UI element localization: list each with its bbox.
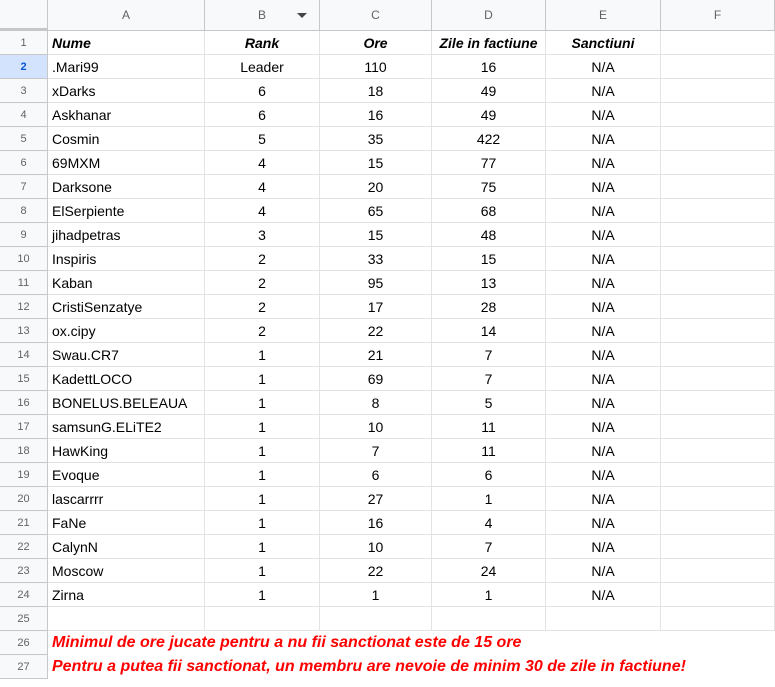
cell-nume[interactable]: Cosmin <box>48 127 205 151</box>
cell-zile[interactable]: 422 <box>432 127 546 151</box>
cell-empty[interactable] <box>661 559 775 583</box>
table-row <box>0 247 775 271</box>
cell-ore[interactable]: 8 <box>320 391 432 415</box>
cell-nume[interactable]: KadettLOCO <box>48 367 205 391</box>
cell-sanctiuni[interactable]: N/A <box>546 103 661 127</box>
row-number[interactable]: 16 <box>0 391 48 415</box>
cell-zile[interactable]: 24 <box>432 559 546 583</box>
cell-zile[interactable]: 11 <box>432 415 546 439</box>
cell-empty[interactable] <box>48 607 205 631</box>
row-number[interactable]: 6 <box>0 151 48 175</box>
cell-ore[interactable]: 22 <box>320 319 432 343</box>
cell-empty[interactable] <box>661 79 775 103</box>
cell-rank[interactable]: 1 <box>205 487 320 511</box>
cell-zile[interactable]: 49 <box>432 103 546 127</box>
cell-empty[interactable] <box>661 199 775 223</box>
column-header-c[interactable] <box>320 0 432 31</box>
row-number[interactable]: 21 <box>0 511 48 535</box>
cell-ore[interactable]: 27 <box>320 487 432 511</box>
cell-rank[interactable]: 1 <box>205 463 320 487</box>
table-row <box>0 295 775 319</box>
cell-nume[interactable]: BONELUS.BELEAUA <box>48 391 205 415</box>
cell-ore[interactable]: 35 <box>320 127 432 151</box>
table-header-row <box>0 31 775 55</box>
row-number[interactable]: 5 <box>0 127 48 151</box>
cell-sanctiuni[interactable]: N/A <box>546 487 661 511</box>
cell-empty[interactable] <box>661 343 775 367</box>
cell-rank[interactable]: 1 <box>205 583 320 607</box>
cell-nume[interactable]: ElSerpiente <box>48 199 205 223</box>
cell-ore[interactable]: 6 <box>320 463 432 487</box>
cell-ore[interactable]: 18 <box>320 79 432 103</box>
cell-ore[interactable]: 1 <box>320 583 432 607</box>
cell-empty[interactable] <box>661 583 775 607</box>
cell-sanctiuni[interactable]: N/A <box>546 343 661 367</box>
table-row <box>0 391 775 415</box>
cell-rank[interactable]: 1 <box>205 343 320 367</box>
table-row <box>0 583 775 607</box>
header-rank[interactable]: Rank <box>205 31 320 55</box>
cell-ore[interactable]: 16 <box>320 511 432 535</box>
cell-empty[interactable] <box>432 607 546 631</box>
cell-ore[interactable]: 15 <box>320 151 432 175</box>
row-number[interactable]: 13 <box>0 319 48 343</box>
header-nume[interactable]: Nume <box>48 31 205 55</box>
cell-empty[interactable] <box>661 367 775 391</box>
table-row <box>0 343 775 367</box>
cell-empty[interactable] <box>661 511 775 535</box>
cell-nume[interactable]: Evoque <box>48 463 205 487</box>
column-header-e[interactable] <box>546 0 661 31</box>
cell-empty[interactable] <box>661 151 775 175</box>
cell-empty[interactable] <box>661 55 775 79</box>
column-letter: A <box>121 8 130 22</box>
cell-nume[interactable]: Darksone <box>48 175 205 199</box>
cell-ore[interactable]: 33 <box>320 247 432 271</box>
table-row <box>0 439 775 463</box>
cell-nume[interactable]: CristiSenzatye <box>48 295 205 319</box>
row-number[interactable]: 23 <box>0 559 48 583</box>
cell-nume[interactable]: 69MXM <box>48 151 205 175</box>
row-number[interactable]: 22 <box>0 535 48 559</box>
cell-zile[interactable]: 28 <box>432 295 546 319</box>
header-sanctiuni[interactable]: Sanctiuni <box>546 31 661 55</box>
cell-sanctiuni[interactable]: N/A <box>546 319 661 343</box>
cell-empty[interactable] <box>661 223 775 247</box>
cell-rank[interactable]: 2 <box>205 319 320 343</box>
cell-rank[interactable]: 4 <box>205 199 320 223</box>
cell-zile[interactable]: 75 <box>432 175 546 199</box>
cell-ore[interactable]: 20 <box>320 175 432 199</box>
cell-rank[interactable]: 1 <box>205 391 320 415</box>
cell-nume[interactable]: Inspiris <box>48 247 205 271</box>
cell-rank[interactable]: 6 <box>205 79 320 103</box>
row-number[interactable]: 8 <box>0 199 48 223</box>
cell-zile[interactable]: 6 <box>432 463 546 487</box>
cell-rank[interactable]: 4 <box>205 151 320 175</box>
cell-sanctiuni[interactable]: N/A <box>546 535 661 559</box>
cell-sanctiuni[interactable]: N/A <box>546 151 661 175</box>
cell-zile[interactable]: 49 <box>432 79 546 103</box>
cell-nume[interactable]: jihadpetras <box>48 223 205 247</box>
table-row <box>0 319 775 343</box>
cell-zile[interactable]: 1 <box>432 583 546 607</box>
cell-sanctiuni[interactable]: N/A <box>546 463 661 487</box>
cell-rank[interactable]: 2 <box>205 295 320 319</box>
cell-sanctiuni[interactable]: N/A <box>546 55 661 79</box>
cell-nume[interactable]: Zirna <box>48 583 205 607</box>
cell-empty[interactable] <box>661 247 775 271</box>
cell-zile[interactable]: 68 <box>432 199 546 223</box>
cell-empty[interactable] <box>661 487 775 511</box>
row-number[interactable]: 3 <box>0 79 48 103</box>
cell-ore[interactable]: 17 <box>320 295 432 319</box>
cell-empty[interactable] <box>661 391 775 415</box>
cell-sanctiuni[interactable]: N/A <box>546 415 661 439</box>
cell-sanctiuni[interactable]: N/A <box>546 79 661 103</box>
column-header-b[interactable] <box>205 0 320 31</box>
table-row <box>0 175 775 199</box>
column-letter: C <box>371 8 380 22</box>
cell-sanctiuni[interactable]: N/A <box>546 127 661 151</box>
cell-rank[interactable]: Leader <box>205 55 320 79</box>
cell-ore[interactable]: 110 <box>320 55 432 79</box>
row-number[interactable]: 20 <box>0 487 48 511</box>
cell-ore[interactable]: 10 <box>320 535 432 559</box>
cell-nume[interactable]: HawKing <box>48 439 205 463</box>
cell-rank[interactable]: 1 <box>205 439 320 463</box>
table-row <box>0 199 775 223</box>
table-row <box>0 79 775 103</box>
column-letter: E <box>598 8 607 22</box>
row-number[interactable]: 17 <box>0 415 48 439</box>
note-min-hours[interactable]: Minimul de ore jucate pentru a nu fii sanctionat este de 15 ore <box>52 634 522 651</box>
cell-empty[interactable] <box>661 319 775 343</box>
column-letter: F <box>713 8 722 22</box>
cell-nume[interactable]: ox.cipy <box>48 319 205 343</box>
cell-empty[interactable] <box>661 535 775 559</box>
cell-zile[interactable]: 5 <box>432 391 546 415</box>
cell-zile[interactable]: 48 <box>432 223 546 247</box>
cell-zile[interactable]: 14 <box>432 319 546 343</box>
row-number[interactable]: 27 <box>0 655 48 679</box>
cell-nume[interactable]: FaNe <box>48 511 205 535</box>
table-row <box>0 415 775 439</box>
row-number[interactable]: 15 <box>0 367 48 391</box>
cell-sanctiuni[interactable]: N/A <box>546 223 661 247</box>
cell-empty[interactable] <box>661 271 775 295</box>
note-row <box>0 655 775 679</box>
cell-ore[interactable]: 21 <box>320 343 432 367</box>
table-row <box>0 103 775 127</box>
cell-zile[interactable]: 11 <box>432 439 546 463</box>
cell-zile[interactable]: 15 <box>432 247 546 271</box>
row-number[interactable]: 4 <box>0 103 48 127</box>
cell-nume[interactable]: .Mari99 <box>48 55 205 79</box>
cell-rank[interactable]: 5 <box>205 127 320 151</box>
cell-empty[interactable] <box>661 607 775 631</box>
cell-rank[interactable]: 1 <box>205 559 320 583</box>
cell-rank[interactable]: 1 <box>205 535 320 559</box>
header-zile[interactable]: Zile in factiune <box>432 31 546 55</box>
table-row <box>0 535 775 559</box>
cell-rank[interactable]: 6 <box>205 103 320 127</box>
table-row <box>0 463 775 487</box>
cell-ore[interactable]: 65 <box>320 199 432 223</box>
cell-sanctiuni[interactable]: N/A <box>546 391 661 415</box>
cell-rank[interactable]: 1 <box>205 367 320 391</box>
cell-sanctiuni[interactable]: N/A <box>546 439 661 463</box>
note-row <box>0 631 775 655</box>
cell-ore[interactable]: 69 <box>320 367 432 391</box>
column-letter: B <box>257 8 266 22</box>
cell-sanctiuni[interactable]: N/A <box>546 247 661 271</box>
table-row <box>0 487 775 511</box>
cell-ore[interactable]: 16 <box>320 103 432 127</box>
cell-nume[interactable]: Kaban <box>48 271 205 295</box>
cell-ore[interactable]: 10 <box>320 415 432 439</box>
cell-zile[interactable]: 7 <box>432 535 546 559</box>
cell-rank[interactable]: 2 <box>205 271 320 295</box>
cell-empty[interactable] <box>661 175 775 199</box>
cell-zile[interactable]: 16 <box>432 55 546 79</box>
cell-zile[interactable]: 77 <box>432 151 546 175</box>
row-number[interactable]: 26 <box>0 631 48 655</box>
cell-nume[interactable]: Askhanar <box>48 103 205 127</box>
table-row <box>0 127 775 151</box>
cell-nume[interactable]: xDarks <box>48 79 205 103</box>
cell-nume[interactable]: Moscow <box>48 559 205 583</box>
column-letter: D <box>484 8 493 22</box>
cell-empty[interactable] <box>205 607 320 631</box>
cell-zile[interactable]: 4 <box>432 511 546 535</box>
cell-sanctiuni[interactable]: N/A <box>546 295 661 319</box>
cell-sanctiuni[interactable]: N/A <box>546 511 661 535</box>
cell-sanctiuni[interactable]: N/A <box>546 175 661 199</box>
table-row <box>0 55 775 79</box>
row-number[interactable]: 24 <box>0 583 48 607</box>
table-row <box>0 151 775 175</box>
cell-ore[interactable]: 7 <box>320 439 432 463</box>
row-number[interactable]: 19 <box>0 463 48 487</box>
table-row <box>0 367 775 391</box>
cell-empty[interactable] <box>320 607 432 631</box>
row-number[interactable]: 11 <box>0 271 48 295</box>
table-row <box>0 559 775 583</box>
table-row <box>0 223 775 247</box>
row-number[interactable]: 10 <box>0 247 48 271</box>
cell-nume[interactable]: CalynN <box>48 535 205 559</box>
column-header-a[interactable] <box>48 0 205 31</box>
cell-rank[interactable]: 1 <box>205 511 320 535</box>
row-number[interactable]: 7 <box>0 175 48 199</box>
header-ore[interactable]: Ore <box>320 31 432 55</box>
cell-sanctiuni[interactable]: N/A <box>546 559 661 583</box>
select-all-corner[interactable] <box>0 0 48 31</box>
cell-sanctiuni[interactable]: N/A <box>546 271 661 295</box>
cell-rank[interactable]: 2 <box>205 247 320 271</box>
cell-zile[interactable]: 13 <box>432 271 546 295</box>
cell-rank[interactable]: 3 <box>205 223 320 247</box>
cell-empty[interactable] <box>661 31 775 55</box>
row-number[interactable]: 2 <box>0 55 48 79</box>
cell-empty[interactable] <box>546 607 661 631</box>
cell-ore[interactable]: 95 <box>320 271 432 295</box>
note-min-days[interactable]: Pentru a putea fii sanctionat, un membru are nevoie de minim 30 de zile in factiune! <box>52 658 686 675</box>
cell-rank[interactable]: 4 <box>205 175 320 199</box>
cell-empty[interactable] <box>661 103 775 127</box>
row-number[interactable]: 18 <box>0 439 48 463</box>
cell-nume[interactable]: Swau.CR7 <box>48 343 205 367</box>
column-header-f[interactable] <box>661 0 775 31</box>
cell-sanctiuni[interactable]: N/A <box>546 199 661 223</box>
cell-sanctiuni[interactable]: N/A <box>546 367 661 391</box>
cell-ore[interactable]: 15 <box>320 223 432 247</box>
cell-ore[interactable]: 22 <box>320 559 432 583</box>
cell-nume[interactable]: lascarrrr <box>48 487 205 511</box>
table-row <box>0 271 775 295</box>
cell-zile[interactable]: 1 <box>432 487 546 511</box>
filter-dropdown-icon[interactable] <box>297 13 307 18</box>
cell-zile[interactable]: 7 <box>432 343 546 367</box>
cell-nume[interactable]: samsunG.ELiTE2 <box>48 415 205 439</box>
cell-empty[interactable] <box>661 463 775 487</box>
row-number[interactable]: 9 <box>0 223 48 247</box>
row-number[interactable]: 1 <box>0 31 48 55</box>
cell-sanctiuni[interactable]: N/A <box>546 583 661 607</box>
cell-empty[interactable] <box>661 415 775 439</box>
column-header-d[interactable] <box>432 0 546 31</box>
cell-rank[interactable]: 1 <box>205 415 320 439</box>
cell-empty[interactable] <box>661 295 775 319</box>
cell-empty[interactable] <box>661 439 775 463</box>
cell-zile[interactable]: 7 <box>432 367 546 391</box>
row-number[interactable]: 25 <box>0 607 48 631</box>
table-row <box>0 511 775 535</box>
row-number[interactable]: 12 <box>0 295 48 319</box>
row-number[interactable]: 14 <box>0 343 48 367</box>
table-row-empty <box>0 607 775 631</box>
cell-empty[interactable] <box>661 127 775 151</box>
